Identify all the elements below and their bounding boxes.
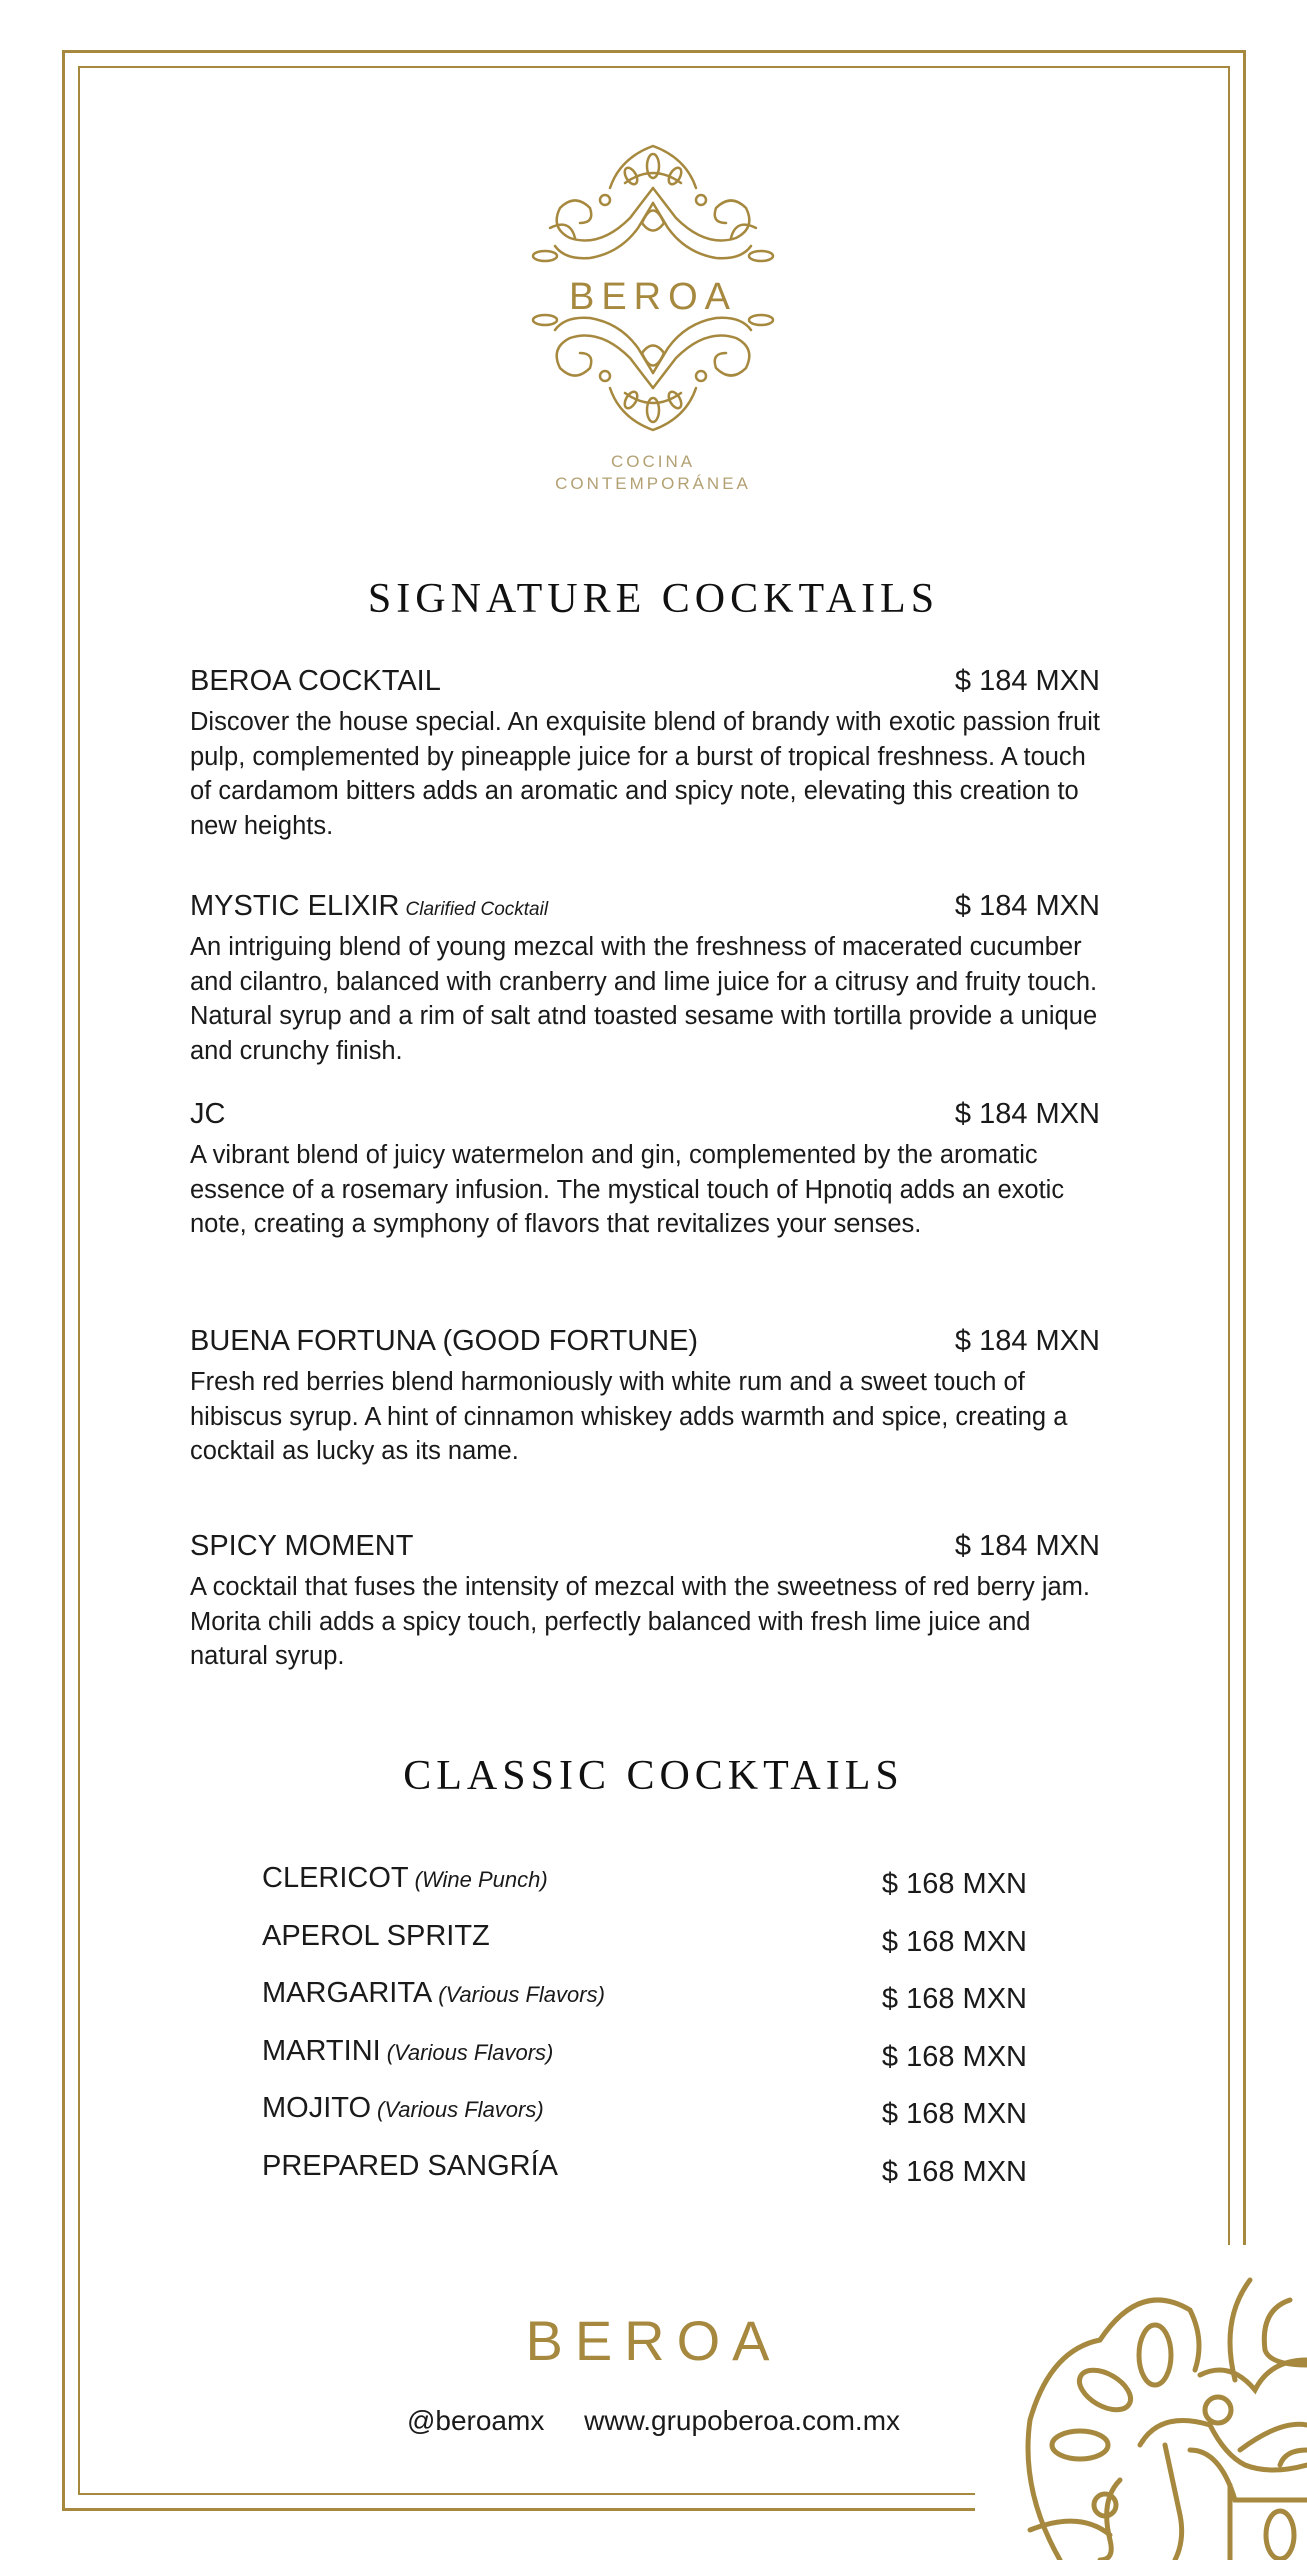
classic-item-note: (Various Flavors)	[438, 1982, 605, 2007]
item-price: $ 184 MXN	[954, 1530, 1100, 1562]
corner-ornament-icon	[990, 2240, 1307, 2560]
logo-subtitle-line1: COCINA	[610, 452, 696, 471]
classic-item-price: $ 168 MXN	[881, 1925, 1027, 1958]
classic-item-name-text: MOJITO	[262, 2092, 372, 2124]
classic-item-name	[262, 2150, 558, 2183]
classic-item	[262, 1920, 1027, 1964]
item-name	[190, 1325, 698, 1358]
classic-item-note: (Wine Punch)	[414, 1867, 548, 1892]
inner-frame-left	[78, 66, 80, 2495]
item-description: A cocktail that fuses the intensity of mezcal with the sweetness of red berry jam. Morita chili adds a spicy touch, perfectly balanced with fresh lime juice and natural syrup.	[190, 1573, 1090, 1670]
item-header	[190, 890, 1100, 926]
classic-item-price: $ 168 MXN	[881, 2098, 1027, 2130]
signature-section-title: SIGNATURE COCKTAILS	[367, 576, 940, 622]
item-description: An intriguing blend of young mezcal with the freshness of macerated cucumber and cilantro, balanced with cranberry and lime juice for a citrusy and fruity touch. Natural syrup and a rim of salt atnd toasted sesame with tortilla provide a unique and crunchy finish.	[190, 933, 1098, 1065]
signature-item	[190, 665, 1100, 843]
classic-item-price: $ 168 MXN	[881, 2155, 1027, 2188]
item-name	[190, 665, 441, 698]
item-description: Discover the house special. An exquisite blend of brandy with exotic passion fruit pulp, complemented by pineapple juice for a burst of tropical freshness. A touch of cardamom bitters adds an aromatic and spicy note, elevating this creation to new heights.	[190, 708, 1101, 840]
item-name	[190, 1098, 225, 1131]
classic-item-name	[262, 1862, 548, 1895]
item-name	[190, 1530, 413, 1563]
signature-item	[190, 1325, 1100, 1469]
item-price: $ 184 MXN	[954, 1098, 1100, 1130]
item-description: Fresh red berries blend harmoniously with white rum and a sweet touch of hibiscus syrup. A hint of cinnamon whiskey adds warmth and spice, creating a cocktail as lucky as its name.	[190, 1368, 1068, 1465]
footer-wordmark: BEROA	[525, 2309, 782, 2372]
website-link[interactable]: www.grupoberoa.com.mx	[584, 2405, 901, 2436]
item-name	[190, 890, 548, 923]
classic-item-name	[262, 1977, 605, 2010]
classic-item-name-text: CLERICOT	[262, 1862, 409, 1894]
classic-item-name	[262, 2035, 553, 2068]
classic-item	[262, 2035, 1027, 2079]
inner-frame-right	[1228, 66, 1230, 2245]
classic-item-price: $ 168 MXN	[881, 1983, 1027, 2015]
outer-frame-top	[62, 50, 1246, 53]
classic-item	[262, 1862, 1027, 1906]
logo-subtitle-line2: CONTEMPORÁNEA	[555, 474, 751, 493]
signature-item	[190, 1530, 1100, 1674]
outer-frame-bottom	[62, 2508, 975, 2511]
item-header	[190, 1530, 1100, 1566]
classic-item-name-text: MARTINI	[262, 2034, 381, 2067]
outer-frame-right	[1243, 50, 1246, 2245]
beroa-logo	[530, 128, 776, 502]
classic-item-name-text: MARGARITA	[262, 1977, 433, 2009]
signature-item	[190, 890, 1100, 1068]
item-name-text: SPICY MOMENT	[190, 1530, 414, 1562]
inner-frame-top	[78, 66, 1230, 68]
item-name-text: BUENA FORTUNA (GOOD FORTUNE)	[190, 1325, 699, 1357]
item-price: $ 184 MXN	[954, 665, 1100, 697]
item-note: Clarified Cocktail	[405, 899, 549, 920]
classic-item	[262, 1977, 1027, 2021]
social-handle[interactable]: @beroamx	[406, 2405, 545, 2436]
classic-item-price: $ 168 MXN	[881, 1868, 1027, 1900]
item-name-text: BEROA COCKTAIL	[190, 665, 441, 697]
logo-wordmark: BEROA	[568, 276, 738, 318]
signature-item	[190, 1098, 1100, 1242]
classic-item	[262, 2150, 1027, 2194]
item-description: A vibrant blend of juicy watermelon and gin, complemented by the aromatic essence of a rosemary infusion. The mystical touch of Hpnotiq adds an exotic note, creating a symphony of flavors that revitalizes your senses.	[190, 1141, 1065, 1238]
item-price: $ 184 MXN	[954, 1325, 1100, 1357]
classic-item-name	[262, 2092, 544, 2125]
outer-frame-left	[62, 50, 65, 2511]
classic-item-price: $ 168 MXN	[881, 2040, 1027, 2073]
item-name-text: JC	[190, 1098, 226, 1130]
classic-item-name	[262, 1920, 490, 1953]
item-header	[190, 665, 1100, 701]
classic-section-title: CLASSIC COCKTAILS	[403, 1753, 904, 1799]
classic-item	[262, 2092, 1027, 2136]
classic-item-name-text: APEROL SPRITZ	[262, 1919, 490, 1952]
item-header	[190, 1098, 1100, 1134]
classic-item-note: (Various Flavors)	[386, 2039, 554, 2065]
corner-ornament	[990, 2240, 1307, 2560]
inner-frame-bottom	[78, 2493, 975, 2495]
item-price: $ 184 MXN	[954, 890, 1100, 922]
classic-item-note: (Various Flavors)	[377, 2097, 544, 2122]
item-header	[190, 1325, 1100, 1361]
item-name-text: MYSTIC ELIXIR	[190, 890, 400, 922]
classic-item-name-text: PREPARED SANGRÍA	[262, 2149, 558, 2182]
